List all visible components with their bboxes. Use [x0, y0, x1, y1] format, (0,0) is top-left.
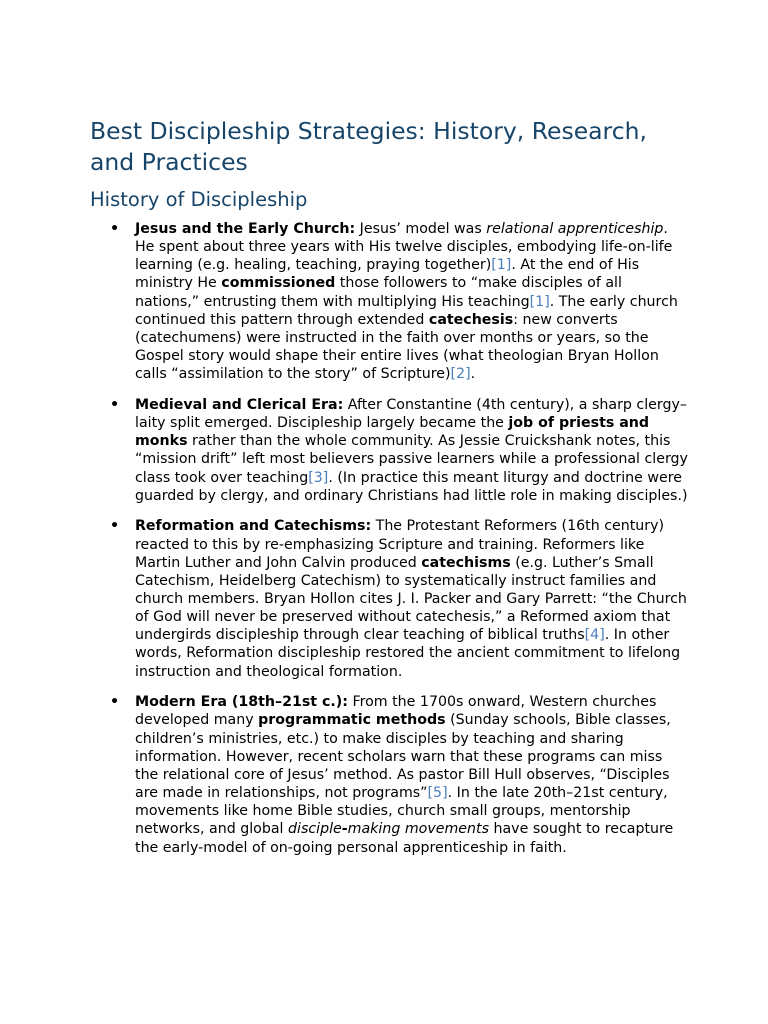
bullet-icon: • — [110, 396, 120, 413]
citation-link-5[interactable]: [5] — [427, 785, 448, 802]
item-bold: commissioned — [221, 275, 336, 292]
item-text: After Constantine (4th century), a sharp clergy–laity split emerged. Discipleship largely became the — [135, 396, 687, 432]
item-text: . At the end of His ministry He — [135, 257, 640, 292]
item-bold: catechesis — [428, 311, 514, 328]
citation-link-2[interactable]: [2] — [450, 366, 471, 383]
item-emphasis: relational apprenticeship — [486, 221, 664, 237]
bullet-icon: • — [110, 518, 120, 535]
item-text: (Sunday schools, Bible classes, children’s ministries, etc.) to make disciples by teaching and sharing information. However, recent scholars warn that these programs can miss the relational core of Jesus’ method. As pastor Bill Hull observes, “Disciples are made in relationships, not programs” — [135, 712, 671, 802]
document-page — [90, 116, 690, 869]
list-item-reformation — [90, 517, 690, 680]
bullet-icon: • — [110, 694, 120, 711]
item-text: . The early church continued this pattern through extended — [135, 293, 678, 328]
item-heading: Medieval and Clerical Era: — [135, 396, 344, 413]
item-text: (e.g. Luther’s Small Catechism, Heidelberg Catechism) to systematically instruct families and church members. Bryan Hollon cites J. I. Packer and Gary Parrett: “the Church of God will never be preserved without catechesis,” a Reformed axiom that undergirds discipleship through clear teaching of biblical truths — [135, 554, 687, 644]
item-text: rather than the whole community. As Jessie Cruickshank notes, this “mission drift” left most believers passive learners while a professional clergy class took over teaching — [135, 433, 688, 486]
section-heading: History of Discipleship — [90, 188, 308, 211]
item-emphasis: disciple — [288, 821, 342, 838]
item-text: . (In practice this meant liturgy and doctrine were guarded by clergy, and ordinary Christians had little role in making disciples.) — [135, 469, 688, 504]
item-text: . In other words, Reformation discipleship restored the ancient commitment to lifelong instruction and theological formation. — [135, 627, 681, 680]
list-item-early-church — [90, 220, 690, 383]
item-text: From the 1700s onward, Western churches developed many — [135, 694, 657, 729]
item-text: have sought to recapture the early-model of on-going personal apprenticeship in faith. — [135, 821, 674, 856]
item-bold: programmatic methods — [258, 712, 446, 729]
item-text: those followers to “make disciples of all nations,” entrusting them with multiplying His teaching — [135, 275, 622, 310]
item-heading: Reformation and Catechisms: — [135, 518, 372, 535]
item-bold: catechisms — [421, 554, 511, 571]
item-bold: job of priests and monks — [135, 415, 650, 450]
item-heading: Modern Era (18th–21st c.): — [135, 694, 348, 711]
item-bold: - — [341, 821, 348, 838]
list-item-medieval — [90, 396, 690, 505]
citation-link-3[interactable]: [3] — [308, 469, 329, 486]
item-text: The Protestant Reformers (16th century) reacted to this by re-emphasizing Scripture and training. Reformers like Martin Luther and John Calvin produced — [135, 518, 665, 571]
item-text: . In the late 20th–21st century, movements like home Bible studies, church small groups, mentorship networks, and global — [135, 785, 668, 838]
item-text: . He spent about three years with His twelve disciples, embodying life-on-life learning (e.g. healing, teaching, praying together) — [135, 221, 673, 274]
list-item-modern — [90, 693, 690, 856]
citation-link-1b[interactable]: [1] — [529, 293, 550, 310]
item-emphasis: making movements — [347, 821, 489, 838]
history-list — [90, 220, 690, 857]
item-text: Jesus’ model was — [355, 221, 487, 237]
citation-link-1[interactable]: [1] — [491, 257, 512, 274]
document-title: Best Discipleship Strategies: History, Research, and Practices — [90, 117, 647, 176]
bullet-icon: • — [110, 221, 120, 237]
item-text: . — [470, 366, 476, 383]
citation-link-4[interactable]: [4] — [584, 627, 605, 644]
item-heading: Jesus and the Early Church: — [135, 221, 356, 237]
item-text: : new converts (catechumens) were instructed in the faith over months or years, so the Gospel story would shape their entire lives (what theologian Bryan Hollon calls “assimilation to the story” of Scripture) — [135, 311, 659, 383]
